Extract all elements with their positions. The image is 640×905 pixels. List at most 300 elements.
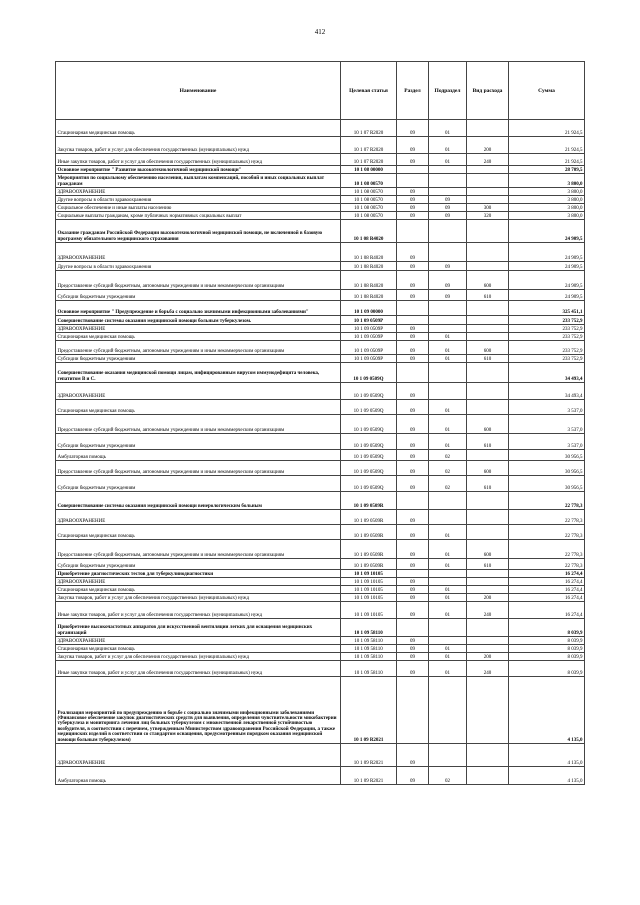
row-name: Субсидии бюджетным учреждениям bbox=[56, 355, 341, 363]
row-target: 10 1 09 0509Q bbox=[341, 363, 397, 383]
row-sum: 34 493,4 bbox=[509, 383, 585, 400]
row-target: 10 1 09 10105 bbox=[341, 594, 397, 602]
row-sum: 30 956,5 bbox=[509, 476, 585, 492]
row-name: Иные закупки товаров, работ и услуг для обеспечения государственных (муниципальных) нужд bbox=[56, 661, 341, 677]
table-row bbox=[56, 578, 585, 586]
table-row bbox=[56, 645, 585, 653]
row-section bbox=[397, 619, 429, 637]
row-sum: 8 039,9 bbox=[509, 653, 585, 661]
row-section: 09 bbox=[397, 243, 429, 262]
row-expense-type: 200 bbox=[467, 594, 509, 602]
table-row bbox=[56, 301, 585, 316]
row-subsection bbox=[429, 316, 467, 325]
row-name: Стационарная медицинская помощь bbox=[56, 645, 341, 653]
row-name: Стационарная медицинская помощь bbox=[56, 400, 341, 415]
row-section bbox=[397, 301, 429, 316]
row-sum: 325 451,1 bbox=[509, 301, 585, 316]
row-subsection: 01 bbox=[429, 120, 467, 137]
row-section bbox=[397, 166, 429, 174]
row-name: Предоставление субсидий бюджетным, автономным учреждениям и иным некоммерческим организациям bbox=[56, 341, 341, 355]
row-sum: 16 274,4 bbox=[509, 578, 585, 586]
row-expense-type: 600 bbox=[467, 271, 509, 290]
row-expense-type bbox=[467, 744, 509, 767]
table-row bbox=[56, 355, 585, 363]
row-subsection: 01 bbox=[429, 653, 467, 661]
table-row bbox=[56, 540, 585, 559]
row-target: 10 1 09 10105 bbox=[341, 570, 397, 578]
table-row bbox=[56, 677, 585, 744]
table-row bbox=[56, 594, 585, 602]
table-row bbox=[56, 434, 585, 450]
row-name: Мероприятия по социальному обеспечению населения, выплатам компенсаций, пособий и иных социальных выплат гражданам bbox=[56, 174, 341, 188]
row-target: 10 1 08 00570 bbox=[341, 174, 397, 188]
row-subsection bbox=[429, 220, 467, 243]
row-subsection: 09 bbox=[429, 271, 467, 290]
row-subsection: 02 bbox=[429, 767, 467, 785]
row-subsection bbox=[429, 578, 467, 586]
row-name: Субсидии бюджетным учреждениям bbox=[56, 434, 341, 450]
row-sum: 8 039,9 bbox=[509, 619, 585, 637]
row-expense-type bbox=[467, 619, 509, 637]
table-row bbox=[56, 510, 585, 525]
row-subsection: 01 bbox=[429, 154, 467, 166]
row-name: ЗДРАВООХРАНЕНИЕ bbox=[56, 744, 341, 767]
row-target: 10 1 09 0509P bbox=[341, 355, 397, 363]
row-name: Закупка товаров, работ и услуг для обеспечения государственных (муниципальных) нужд bbox=[56, 594, 341, 602]
row-expense-type bbox=[467, 243, 509, 262]
row-sum: 233 752,9 bbox=[509, 325, 585, 333]
row-subsection bbox=[429, 301, 467, 316]
row-name: Стационарная медицинская помощь bbox=[56, 586, 341, 594]
row-expense-type bbox=[467, 166, 509, 174]
row-target: 10 1 09 0509Q bbox=[341, 476, 397, 492]
row-section: 09 bbox=[397, 661, 429, 677]
row-section: 09 bbox=[397, 540, 429, 559]
table-row bbox=[56, 137, 585, 154]
row-subsection: 01 bbox=[429, 559, 467, 570]
row-target: 10 1 08 R4020 bbox=[341, 220, 397, 243]
table-row bbox=[56, 653, 585, 661]
row-expense-type bbox=[467, 767, 509, 785]
table-row bbox=[56, 602, 585, 619]
row-expense-type bbox=[467, 363, 509, 383]
row-section: 09 bbox=[397, 510, 429, 525]
row-name: Стационарная медицинская помощь bbox=[56, 525, 341, 540]
row-section: 09 bbox=[397, 188, 429, 196]
row-expense-type bbox=[467, 316, 509, 325]
header-target: Целевая статья bbox=[341, 62, 397, 120]
row-target: 10 1 08 R4020 bbox=[341, 290, 397, 301]
table-row bbox=[56, 325, 585, 333]
row-target: 10 1 08 00570 bbox=[341, 188, 397, 196]
row-expense-type bbox=[467, 450, 509, 461]
row-name: Закупка товаров, работ и услуг для обеспечения государственных (муниципальных) нужд bbox=[56, 653, 341, 661]
table-row bbox=[56, 316, 585, 325]
row-target: 10 1 09 0509Q bbox=[341, 400, 397, 415]
row-subsection: 09 bbox=[429, 196, 467, 204]
table-row bbox=[56, 400, 585, 415]
row-sum: 28 709,5 bbox=[509, 166, 585, 174]
row-name: Иные закупки товаров, работ и услуг для обеспечения государственных (муниципальных) нужд bbox=[56, 602, 341, 619]
row-subsection: 02 bbox=[429, 450, 467, 461]
header-expense-type: Вид расхода bbox=[467, 62, 509, 120]
page-number: 412 bbox=[314, 28, 326, 36]
row-sum: 4 135,0 bbox=[509, 744, 585, 767]
table-row bbox=[56, 363, 585, 383]
table-row bbox=[56, 415, 585, 434]
row-expense-type bbox=[467, 637, 509, 645]
row-target: 10 1 09 58110 bbox=[341, 661, 397, 677]
row-name: Предоставление субсидий бюджетным, автономным учреждениям и иным некоммерческим организациям bbox=[56, 415, 341, 434]
row-subsection: 09 bbox=[429, 212, 467, 220]
row-subsection: 01 bbox=[429, 341, 467, 355]
row-expense-type bbox=[467, 570, 509, 578]
row-subsection: 01 bbox=[429, 540, 467, 559]
row-target: 10 1 09 10105 bbox=[341, 602, 397, 619]
row-target: 10 1 09 0509R bbox=[341, 540, 397, 559]
row-target: 10 1 09 0509P bbox=[341, 341, 397, 355]
row-expense-type: 600 bbox=[467, 540, 509, 559]
row-expense-type bbox=[467, 220, 509, 243]
row-name: Приобретение высокочастотных аппаратов для искусственной вентиляции легких для оснащения медицинских организаций bbox=[56, 619, 341, 637]
row-sum: 22 778,3 bbox=[509, 525, 585, 540]
row-section: 09 bbox=[397, 744, 429, 767]
row-name: Другие вопросы в области здравоохранения bbox=[56, 262, 341, 271]
row-expense-type bbox=[467, 174, 509, 188]
row-subsection bbox=[429, 243, 467, 262]
row-expense-type: 600 bbox=[467, 415, 509, 434]
row-section: 09 bbox=[397, 476, 429, 492]
row-name: Амбулаторная помощь bbox=[56, 450, 341, 461]
row-section bbox=[397, 174, 429, 188]
table-row bbox=[56, 586, 585, 594]
row-target: 10 1 08 00570 bbox=[341, 204, 397, 212]
table-row bbox=[56, 637, 585, 645]
row-sum: 3 537,0 bbox=[509, 415, 585, 434]
row-sum: 4 135,0 bbox=[509, 767, 585, 785]
row-expense-type: 610 bbox=[467, 476, 509, 492]
table-body bbox=[56, 120, 585, 785]
row-subsection: 01 bbox=[429, 525, 467, 540]
row-name: ЗДРАВООХРАНЕНИЕ bbox=[56, 510, 341, 525]
row-target: 10 1 09 R2021 bbox=[341, 744, 397, 767]
row-expense-type bbox=[467, 586, 509, 594]
row-expense-type: 240 bbox=[467, 602, 509, 619]
row-subsection: 01 bbox=[429, 415, 467, 434]
row-expense-type bbox=[467, 120, 509, 137]
row-section: 09 bbox=[397, 333, 429, 341]
row-sum: 3 537,0 bbox=[509, 400, 585, 415]
row-subsection: 01 bbox=[429, 594, 467, 602]
table-row bbox=[56, 476, 585, 492]
row-section: 09 bbox=[397, 578, 429, 586]
header-subsection: Подраздел bbox=[429, 62, 467, 120]
table-row bbox=[56, 212, 585, 220]
row-expense-type bbox=[467, 196, 509, 204]
table-row bbox=[56, 196, 585, 204]
table-row bbox=[56, 492, 585, 510]
table-row bbox=[56, 559, 585, 570]
row-section bbox=[397, 677, 429, 744]
row-target: 10 1 09 R2021 bbox=[341, 677, 397, 744]
row-name: Оказание гражданам Российской Федерации высокотехнологичной медицинской помощи, не включенной в базовую программу обязательного медицинского страхования bbox=[56, 220, 341, 243]
row-target: 10 1 08 R4020 bbox=[341, 243, 397, 262]
row-sum: 30 956,5 bbox=[509, 450, 585, 461]
row-section: 09 bbox=[397, 653, 429, 661]
row-section: 09 bbox=[397, 602, 429, 619]
row-subsection bbox=[429, 510, 467, 525]
row-sum: 22 778,3 bbox=[509, 540, 585, 559]
row-target: 10 1 08 R4020 bbox=[341, 271, 397, 290]
row-expense-type bbox=[467, 333, 509, 341]
table-row bbox=[56, 220, 585, 243]
row-name: Совершенствование системы оказания медицинской помощи больным туберкулезом. bbox=[56, 316, 341, 325]
row-subsection: 09 bbox=[429, 262, 467, 271]
row-target: 10 1 09 0509Q bbox=[341, 450, 397, 461]
table-row bbox=[56, 570, 585, 578]
table-row bbox=[56, 120, 585, 137]
row-section: 09 bbox=[397, 154, 429, 166]
row-name: Предоставление субсидий бюджетным, автономным учреждениям и иным некоммерческим организациям bbox=[56, 461, 341, 476]
row-sum: 16 274,4 bbox=[509, 586, 585, 594]
row-section: 09 bbox=[397, 383, 429, 400]
row-subsection: 01 bbox=[429, 586, 467, 594]
row-target: 10 1 08 00570 bbox=[341, 196, 397, 204]
row-subsection bbox=[429, 188, 467, 196]
row-name: ЗДРАВООХРАНЕНИЕ bbox=[56, 637, 341, 645]
row-target: 10 1 09 0509R bbox=[341, 492, 397, 510]
row-section: 09 bbox=[397, 196, 429, 204]
row-expense-type: 610 bbox=[467, 559, 509, 570]
row-target: 10 1 09 0509P bbox=[341, 316, 397, 325]
row-sum: 24 909,5 bbox=[509, 243, 585, 262]
row-expense-type bbox=[467, 325, 509, 333]
row-sum: 233 752,9 bbox=[509, 316, 585, 325]
table-row bbox=[56, 619, 585, 637]
row-sum: 233 752,9 bbox=[509, 355, 585, 363]
row-name: Субсидии бюджетным учреждениям bbox=[56, 476, 341, 492]
row-sum: 3 800,0 bbox=[509, 174, 585, 188]
row-sum: 8 039,9 bbox=[509, 645, 585, 653]
row-name: Иные закупки товаров, работ и услуг для обеспечения государственных (муниципальных) нужд bbox=[56, 154, 341, 166]
row-subsection: 01 bbox=[429, 355, 467, 363]
row-expense-type: 300 bbox=[467, 204, 509, 212]
row-target: 10 1 09 0509R bbox=[341, 559, 397, 570]
row-target: 10 1 09 58110 bbox=[341, 619, 397, 637]
row-sum: 3 800,0 bbox=[509, 188, 585, 196]
row-section bbox=[397, 492, 429, 510]
row-target: 10 1 09 0509R bbox=[341, 510, 397, 525]
row-subsection: 09 bbox=[429, 204, 467, 212]
row-target: 10 1 09 58110 bbox=[341, 645, 397, 653]
row-section: 09 bbox=[397, 767, 429, 785]
row-sum: 24 909,5 bbox=[509, 290, 585, 301]
row-sum: 22 778,3 bbox=[509, 510, 585, 525]
row-subsection bbox=[429, 619, 467, 637]
row-expense-type bbox=[467, 188, 509, 196]
row-name: Совершенствование оказания медицинской помощи лицам, инфицированным вирусом иммунодефицита человека, гепатитом В и С. bbox=[56, 363, 341, 383]
table-row bbox=[56, 290, 585, 301]
row-subsection bbox=[429, 174, 467, 188]
row-target: 10 1 09 R2021 bbox=[341, 767, 397, 785]
row-sum: 22 778,3 bbox=[509, 492, 585, 510]
row-section: 09 bbox=[397, 434, 429, 450]
row-subsection bbox=[429, 363, 467, 383]
row-name: Другие вопросы в области здравоохранения bbox=[56, 196, 341, 204]
row-subsection bbox=[429, 492, 467, 510]
row-subsection bbox=[429, 570, 467, 578]
row-expense-type bbox=[467, 525, 509, 540]
row-section: 09 bbox=[397, 461, 429, 476]
row-subsection: 09 bbox=[429, 290, 467, 301]
row-target: 10 1 09 58110 bbox=[341, 637, 397, 645]
budget-table bbox=[55, 61, 585, 785]
row-section: 09 bbox=[397, 586, 429, 594]
row-subsection: 01 bbox=[429, 400, 467, 415]
row-expense-type: 320 bbox=[467, 212, 509, 220]
row-expense-type: 600 bbox=[467, 461, 509, 476]
row-sum: 24 909,5 bbox=[509, 271, 585, 290]
row-sum: 3 800,0 bbox=[509, 204, 585, 212]
row-sum: 24 909,5 bbox=[509, 220, 585, 243]
row-sum: 30 956,5 bbox=[509, 461, 585, 476]
row-expense-type bbox=[467, 645, 509, 653]
row-expense-type: 200 bbox=[467, 137, 509, 154]
row-target: 10 1 09 00000 bbox=[341, 301, 397, 316]
row-expense-type: 200 bbox=[467, 653, 509, 661]
row-sum: 8 039,9 bbox=[509, 637, 585, 645]
row-subsection bbox=[429, 637, 467, 645]
row-target: 10 1 09 0509Q bbox=[341, 415, 397, 434]
table-row bbox=[56, 243, 585, 262]
row-subsection: 01 bbox=[429, 137, 467, 154]
row-target: 10 1 09 0509Q bbox=[341, 383, 397, 400]
table-row bbox=[56, 204, 585, 212]
row-name: Субсидии бюджетным учреждениям bbox=[56, 559, 341, 570]
table-row bbox=[56, 154, 585, 166]
row-target: 10 1 07 R2020 bbox=[341, 154, 397, 166]
table-row bbox=[56, 333, 585, 341]
row-target: 10 1 08 R4020 bbox=[341, 262, 397, 271]
row-subsection: 01 bbox=[429, 434, 467, 450]
row-name: Основное мероприятие " Предупреждение и борьба с социально значимыми инфекционными заболеваниями" bbox=[56, 301, 341, 316]
row-expense-type bbox=[467, 400, 509, 415]
row-section bbox=[397, 316, 429, 325]
row-name: Основное мероприятие " Развитие высокотехнологичной медицинской помощи" bbox=[56, 166, 341, 174]
row-expense-type bbox=[467, 492, 509, 510]
row-name: Совершенствование системы оказания медицинской помощи венерологическим больным bbox=[56, 492, 341, 510]
table-row bbox=[56, 166, 585, 174]
row-name: Стационарная медицинская помощь bbox=[56, 120, 341, 137]
row-section: 09 bbox=[397, 415, 429, 434]
row-section: 09 bbox=[397, 355, 429, 363]
table-row bbox=[56, 262, 585, 271]
row-sum: 21 924,5 bbox=[509, 154, 585, 166]
table-row bbox=[56, 383, 585, 400]
row-section: 09 bbox=[397, 204, 429, 212]
table-header bbox=[56, 62, 585, 120]
row-target: 10 1 09 0509P bbox=[341, 325, 397, 333]
row-name: ЗДРАВООХРАНЕНИЕ bbox=[56, 383, 341, 400]
row-expense-type: 610 bbox=[467, 355, 509, 363]
row-name: Социальное обеспечение и иные выплаты населению bbox=[56, 204, 341, 212]
header-name: Наименование bbox=[56, 62, 341, 120]
table-row bbox=[56, 341, 585, 355]
row-sum: 233 752,9 bbox=[509, 333, 585, 341]
row-target: 10 1 09 58110 bbox=[341, 653, 397, 661]
row-section: 09 bbox=[397, 637, 429, 645]
row-target: 10 1 09 10105 bbox=[341, 586, 397, 594]
row-subsection: 01 bbox=[429, 661, 467, 677]
header-section: Раздел bbox=[397, 62, 429, 120]
row-sum: 21 924,5 bbox=[509, 120, 585, 137]
row-expense-type: 610 bbox=[467, 434, 509, 450]
table-row bbox=[56, 271, 585, 290]
table-row bbox=[56, 461, 585, 476]
row-sum: 22 778,3 bbox=[509, 559, 585, 570]
row-subsection: 02 bbox=[429, 461, 467, 476]
row-subsection bbox=[429, 383, 467, 400]
row-name: Закупка товаров, работ и услуг для обеспечения государственных (муниципальных) нужд bbox=[56, 137, 341, 154]
row-name: ЗДРАВООХРАНЕНИЕ bbox=[56, 578, 341, 586]
row-sum: 4 135,0 bbox=[509, 677, 585, 744]
row-sum: 34 493,4 bbox=[509, 363, 585, 383]
row-sum: 16 274,4 bbox=[509, 570, 585, 578]
table-row bbox=[56, 450, 585, 461]
row-expense-type: 240 bbox=[467, 661, 509, 677]
row-section: 09 bbox=[397, 645, 429, 653]
row-subsection: 01 bbox=[429, 602, 467, 619]
row-section: 09 bbox=[397, 137, 429, 154]
row-expense-type: 610 bbox=[467, 290, 509, 301]
row-section: 09 bbox=[397, 212, 429, 220]
row-subsection: 02 bbox=[429, 476, 467, 492]
row-section: 09 bbox=[397, 341, 429, 355]
row-subsection: 01 bbox=[429, 645, 467, 653]
row-target: 10 1 09 0509Q bbox=[341, 461, 397, 476]
row-target: 10 1 08 00000 bbox=[341, 166, 397, 174]
table-row bbox=[56, 744, 585, 767]
row-section: 09 bbox=[397, 120, 429, 137]
row-sum: 16 274,4 bbox=[509, 602, 585, 619]
row-expense-type: 240 bbox=[467, 154, 509, 166]
table-row bbox=[56, 661, 585, 677]
row-sum: 233 752,9 bbox=[509, 341, 585, 355]
row-expense-type bbox=[467, 578, 509, 586]
row-section: 09 bbox=[397, 325, 429, 333]
row-expense-type bbox=[467, 677, 509, 744]
row-name: Стационарная медицинская помощь bbox=[56, 333, 341, 341]
row-section: 09 bbox=[397, 450, 429, 461]
row-expense-type: 600 bbox=[467, 341, 509, 355]
row-sum: 24 909,5 bbox=[509, 262, 585, 271]
row-name: Социальные выплаты гражданам, кроме публичных нормативных социальных выплат bbox=[56, 212, 341, 220]
row-sum: 21 924,5 bbox=[509, 137, 585, 154]
row-expense-type bbox=[467, 301, 509, 316]
row-sum: 16 274,4 bbox=[509, 594, 585, 602]
row-section bbox=[397, 570, 429, 578]
row-section bbox=[397, 220, 429, 243]
row-name: ЗДРАВООХРАНЕНИЕ bbox=[56, 325, 341, 333]
table-row bbox=[56, 188, 585, 196]
row-subsection: 01 bbox=[429, 333, 467, 341]
row-sum: 3 800,0 bbox=[509, 196, 585, 204]
row-section: 09 bbox=[397, 400, 429, 415]
row-name: Амбулаторная помощь bbox=[56, 767, 341, 785]
row-subsection bbox=[429, 166, 467, 174]
table-row bbox=[56, 174, 585, 188]
row-name: Предоставление субсидий бюджетным, автономным учреждениям и иным некоммерческим организациям bbox=[56, 540, 341, 559]
